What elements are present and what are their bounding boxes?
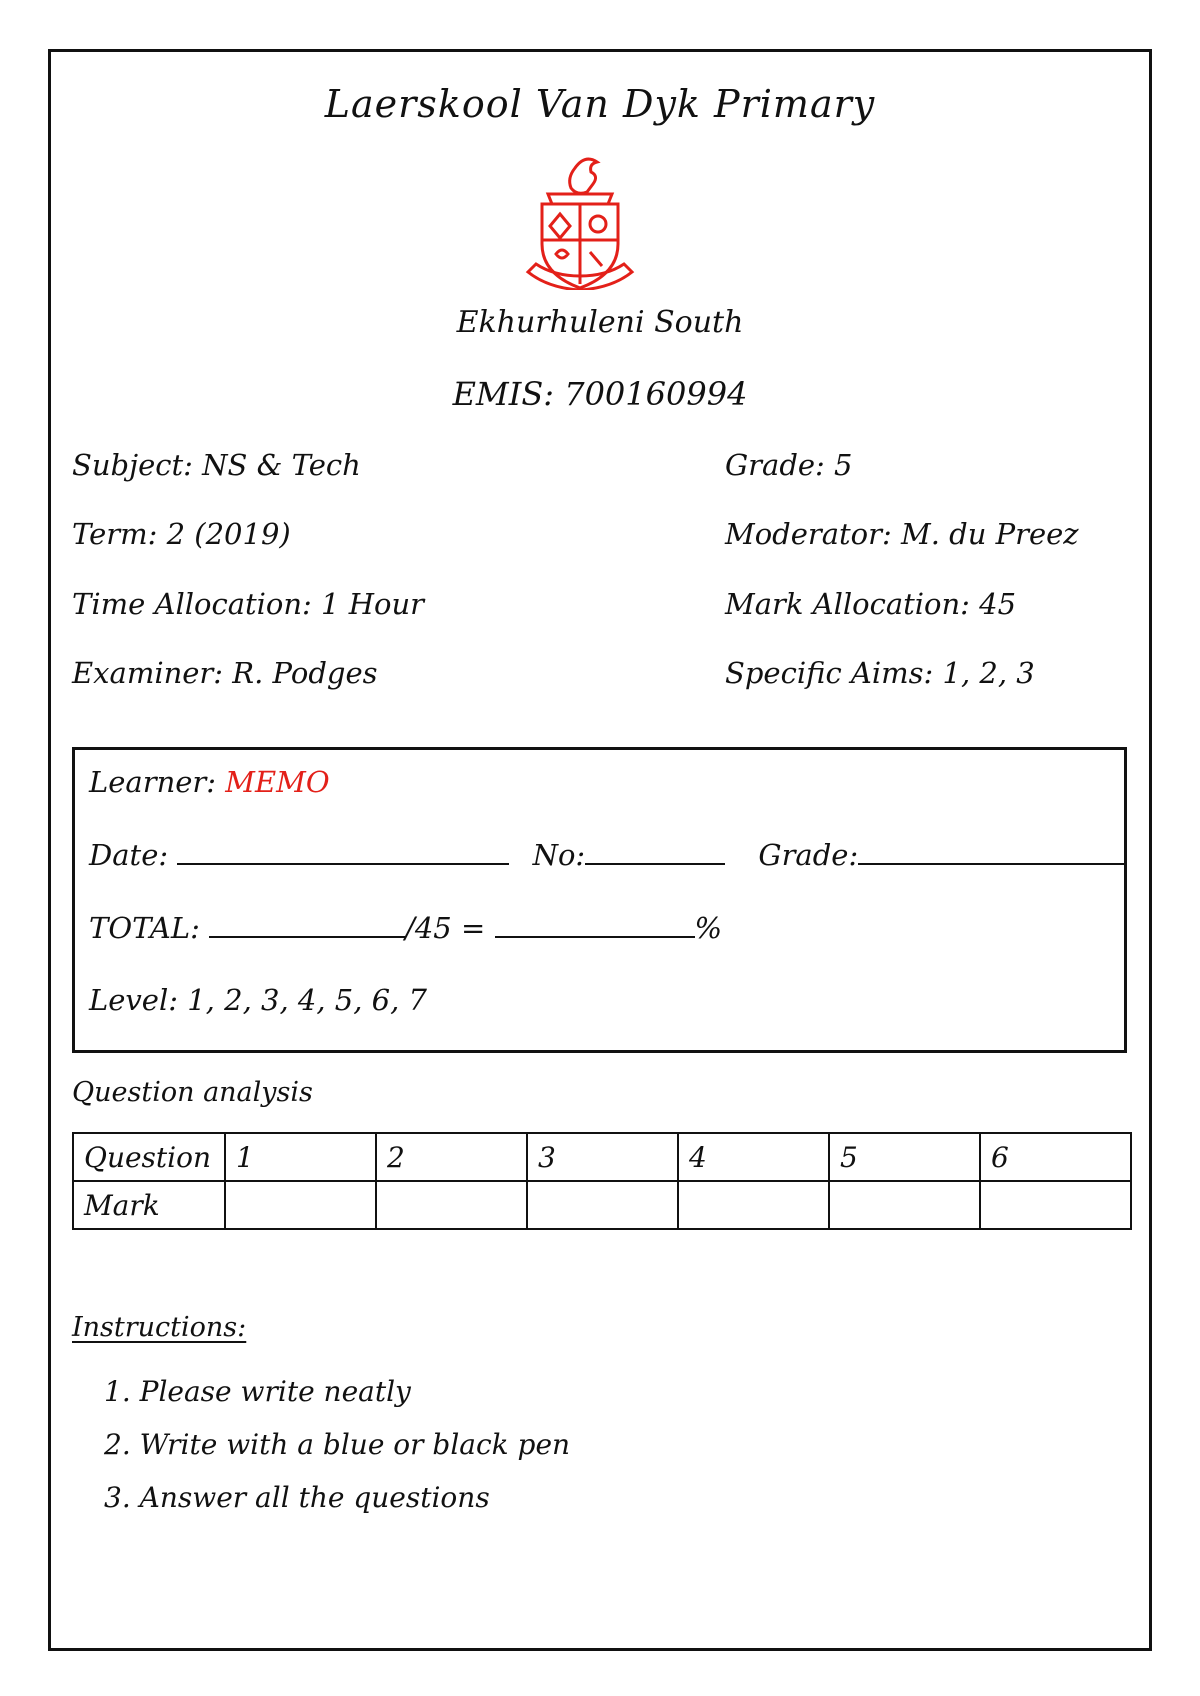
- mark-cell-4[interactable]: [678, 1181, 829, 1229]
- question-2: 2: [376, 1133, 527, 1181]
- level-row: Level: 1, 2, 3, 4, 5, 6, 7: [89, 983, 428, 1017]
- moderator-field: Moderator: M. du Preez: [725, 517, 1079, 551]
- instructions-list: [104, 1375, 570, 1534]
- date-label: Date:: [89, 838, 169, 872]
- question-5: 5: [829, 1133, 980, 1181]
- instructions-title: Instructions:: [72, 1312, 247, 1343]
- instruction-item: 2. Write with a blue or black pen: [104, 1428, 571, 1461]
- emis-number: EMIS: 700160994: [452, 375, 748, 413]
- mark-cell-5[interactable]: [829, 1181, 980, 1229]
- instruction-item: 3. Answer all the questions: [104, 1481, 490, 1514]
- question-row: [73, 1133, 1131, 1181]
- total-label: TOTAL:: [89, 911, 200, 945]
- total-row: [89, 910, 722, 945]
- learner-label: Learner:: [89, 765, 217, 799]
- total-blank[interactable]: [209, 910, 405, 938]
- school-name: Laerskool Van Dyk Primary: [324, 82, 876, 126]
- mark-row: [73, 1181, 1131, 1229]
- school-crest-icon: [520, 150, 640, 290]
- term-field: Term: 2 (2019): [72, 517, 291, 551]
- mark-cell-2[interactable]: [376, 1181, 527, 1229]
- percent-sign: %: [694, 911, 723, 945]
- learner-name: MEMO: [225, 765, 330, 799]
- mark-header: Mark: [73, 1181, 225, 1229]
- question-1: 1: [225, 1133, 376, 1181]
- number-blank[interactable]: [585, 837, 725, 865]
- examiner-field: Examiner: R. Podges: [72, 656, 378, 690]
- learner-info-box: [72, 747, 1127, 1053]
- specific-aims-field: Specific Aims: 1, 2, 3: [725, 656, 1035, 690]
- number-label: No:: [532, 838, 586, 872]
- mark-allocation-field: Mark Allocation: 45: [725, 587, 1017, 621]
- question-4: 4: [678, 1133, 829, 1181]
- mark-cell-6[interactable]: [980, 1181, 1131, 1229]
- mark-cell-3[interactable]: [527, 1181, 678, 1229]
- percent-blank[interactable]: [495, 910, 695, 938]
- learner-row: [89, 765, 330, 799]
- question-6: 6: [980, 1133, 1131, 1181]
- question-analysis-title: Question analysis: [72, 1077, 313, 1108]
- subject-field: Subject: NS & Tech: [72, 448, 361, 482]
- total-out-of: /45 =: [405, 911, 486, 945]
- question-3: 3: [527, 1133, 678, 1181]
- grade-blank[interactable]: [858, 837, 1126, 865]
- date-row: [89, 837, 1126, 872]
- grade-field: Grade: 5: [725, 448, 853, 482]
- time-allocation-field: Time Allocation: 1 Hour: [72, 587, 424, 621]
- date-blank[interactable]: [177, 837, 509, 865]
- question-header: Question: [73, 1133, 225, 1181]
- mark-cell-1[interactable]: [225, 1181, 376, 1229]
- question-analysis-table: [72, 1132, 1132, 1230]
- district-name: Ekhurhuleni South: [456, 305, 744, 340]
- instruction-item: 1. Please write neatly: [104, 1375, 411, 1408]
- grade-label: Grade:: [758, 838, 859, 872]
